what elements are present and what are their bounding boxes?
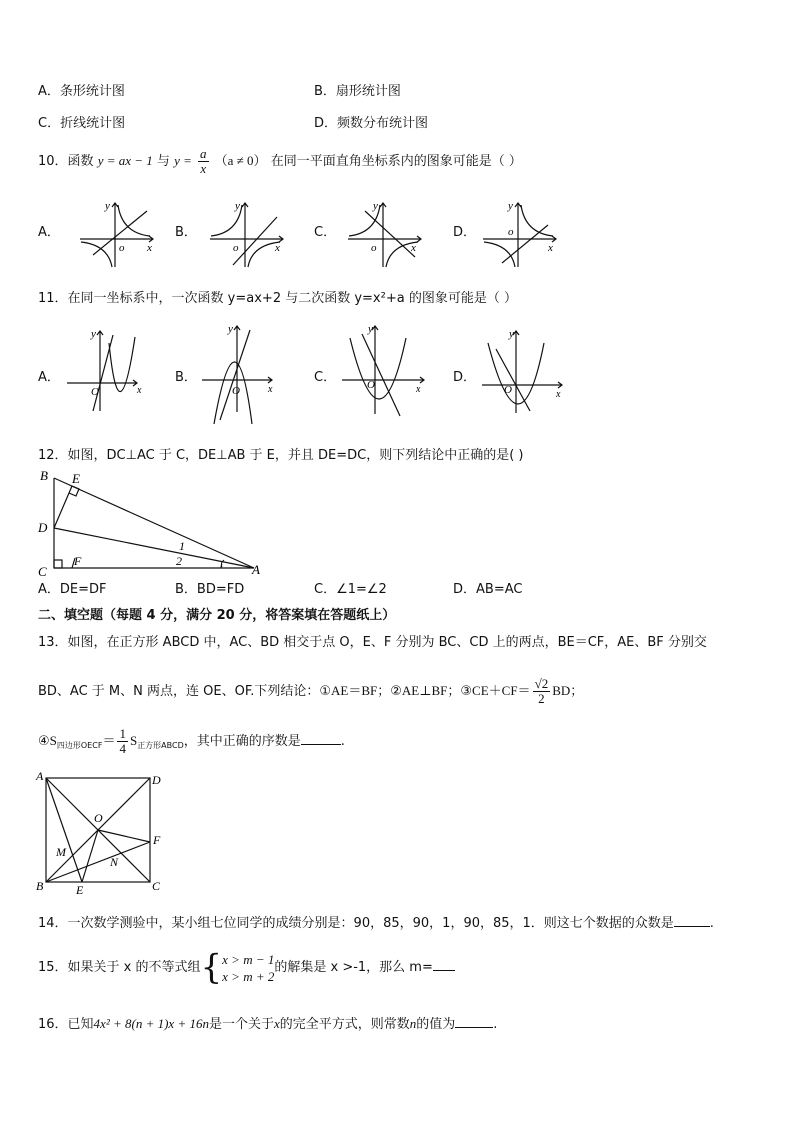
label-n: N <box>110 855 119 869</box>
label-b: B <box>36 879 44 893</box>
q11-graph-d <box>480 325 570 415</box>
svg-text:x: x <box>411 242 416 254</box>
q11-option-b: B． <box>175 370 197 385</box>
q13-line-2: BD、AC 于 M、N 两点，连 OE、OF.下列结论：①AE＝BF；②AE⊥BF；③CE＋CF＝ $\frac{√2}{2}$ BD； <box>38 676 584 706</box>
q9-option-b: B．扇形统计图 <box>314 84 401 99</box>
q10-stem: 10．函数 y = ax − 1 与 y = $\frac{a}{x}$ （a ≠ 0） 在同一平面直角坐标系内的图象可能是（ ） <box>38 146 522 176</box>
q13-line-1: 13．如图，在正方形 ABCD 中，AC、BD 相交于点 O，E、F 分别为 BC、CD 上的两点，BE＝CF，AE、BF 分别交 <box>38 635 707 650</box>
q9-option-c: C．折线统计图 <box>38 116 126 131</box>
label-angle-1: 1 <box>179 539 185 553</box>
svg-text:y: y <box>509 328 514 340</box>
svg-text:x: x <box>137 385 142 396</box>
q15-stem: 15．如果关于 x 的不等式组{ x > m − 1 x > m + 2 的解集是 x >-1，那么 m= <box>38 950 455 986</box>
svg-text:y: y <box>373 200 378 212</box>
q13-square-figure <box>32 768 172 898</box>
q9-option-d: D．频数分布统计图 <box>314 116 429 131</box>
q15-answer-blank[interactable] <box>433 970 455 971</box>
svg-text:O: O <box>232 385 240 397</box>
q10-option-d: D． <box>453 225 477 240</box>
section-2-heading: 二、填空题（每题 4 分，满分 20 分，将答案填在答题纸上） <box>38 608 396 623</box>
svg-text:x: x <box>548 242 553 254</box>
svg-text:O: O <box>91 386 99 398</box>
svg-text:o: o <box>119 242 125 254</box>
q10-option-a: A． <box>38 225 60 240</box>
q10-function-1: y = ax − 1 <box>97 153 153 168</box>
svg-text:o: o <box>508 226 514 238</box>
q16-answer-blank[interactable] <box>455 1027 493 1028</box>
svg-text:x: x <box>556 389 561 400</box>
q12-option-d: D．AB=AC <box>453 582 523 597</box>
q16-expression: 4x² + 8(n + 1)x + 16n <box>93 1016 209 1031</box>
label-c: C <box>152 879 161 893</box>
q13-sqrt2-fraction: $\frac{√2}{2}$ <box>534 676 549 706</box>
label-angle-2: 2 <box>176 554 182 568</box>
q14-stem: 14．一次数学测验中，某小组七位同学的成绩分别是：90，85，90，1，90，85，1．则这七个数据的众数是 . <box>38 916 714 931</box>
svg-text:x: x <box>268 384 273 395</box>
system-brace: { <box>200 947 223 988</box>
svg-text:y: y <box>105 200 110 212</box>
q10-fraction: $\frac{a}{x}$ <box>200 146 207 176</box>
svg-text:x: x <box>147 242 152 254</box>
q9-option-a: A．条形统计图 <box>38 84 125 99</box>
q10-option-b: B． <box>175 225 197 240</box>
q10-option-c: C． <box>314 225 337 240</box>
q10-graph-a <box>75 195 165 273</box>
svg-text:x: x <box>416 384 421 395</box>
svg-text:y: y <box>235 200 240 212</box>
inequality-system: x > m − 1 x > m + 2 <box>222 951 275 984</box>
label-d: D <box>152 773 161 787</box>
q11-option-d: D． <box>453 370 477 385</box>
svg-text:y: y <box>91 328 96 340</box>
svg-text:o: o <box>233 242 239 254</box>
label-c: C <box>38 564 47 578</box>
svg-text:o: o <box>371 242 377 254</box>
q13-answer-blank[interactable] <box>301 744 341 745</box>
svg-text:y: y <box>228 323 233 335</box>
svg-text:y: y <box>368 323 373 335</box>
label-e: E <box>76 883 84 897</box>
svg-text:x: x <box>275 242 280 254</box>
label-e: E <box>72 471 80 486</box>
label-o: O <box>94 811 103 825</box>
q11-option-a: A． <box>38 370 60 385</box>
q13-line-3: $④S_{四边形OECF}=$ $\frac{1}{4}$ $S_{正方形ABCD}$，其中正确的序数是 . <box>38 726 345 756</box>
svg-text:y: y <box>508 200 513 212</box>
label-f: F <box>74 554 82 568</box>
q12-option-b: B．BD=FD <box>175 582 245 597</box>
label-f: F <box>153 833 161 847</box>
q10-graph-c <box>343 195 433 273</box>
q16-stem: 16．已知4x² + 8(n + 1)x + 16n是一个关于x的完全平方式，则常数n的值为 . <box>38 1016 498 1032</box>
q12-triangle-figure <box>34 468 264 578</box>
q12-option-c: C．∠1=∠2 <box>314 582 387 597</box>
label-m: M <box>56 845 66 859</box>
q12-stem: 12．如图，DC⊥AC 于 C，DE⊥AB 于 E，并且 DE=DC，则下列结论中正确的是( ) <box>38 448 524 463</box>
q12-option-a: A．DE=DF <box>38 582 107 597</box>
q13-quarter-fraction: $\frac{1}{4}$ <box>119 726 126 756</box>
label-b: B <box>40 468 48 483</box>
label-a: A <box>252 562 260 577</box>
q11-option-c: C． <box>314 370 337 385</box>
q10-graph-d <box>478 195 568 273</box>
q10-graph-b <box>205 195 295 273</box>
svg-text:O: O <box>367 379 375 391</box>
label-a: A <box>36 769 44 783</box>
q11-graph-b <box>200 320 285 430</box>
label-d: D <box>38 520 48 535</box>
q11-graph-c <box>340 320 425 420</box>
q14-answer-blank[interactable] <box>674 926 710 927</box>
svg-text:O: O <box>504 384 512 396</box>
q11-stem: 11．在同一坐标系中，一次函数 y=ax+2 与二次函数 y=x²+a 的图象可能是（ ） <box>38 291 517 306</box>
q11-graph-a <box>65 325 150 413</box>
